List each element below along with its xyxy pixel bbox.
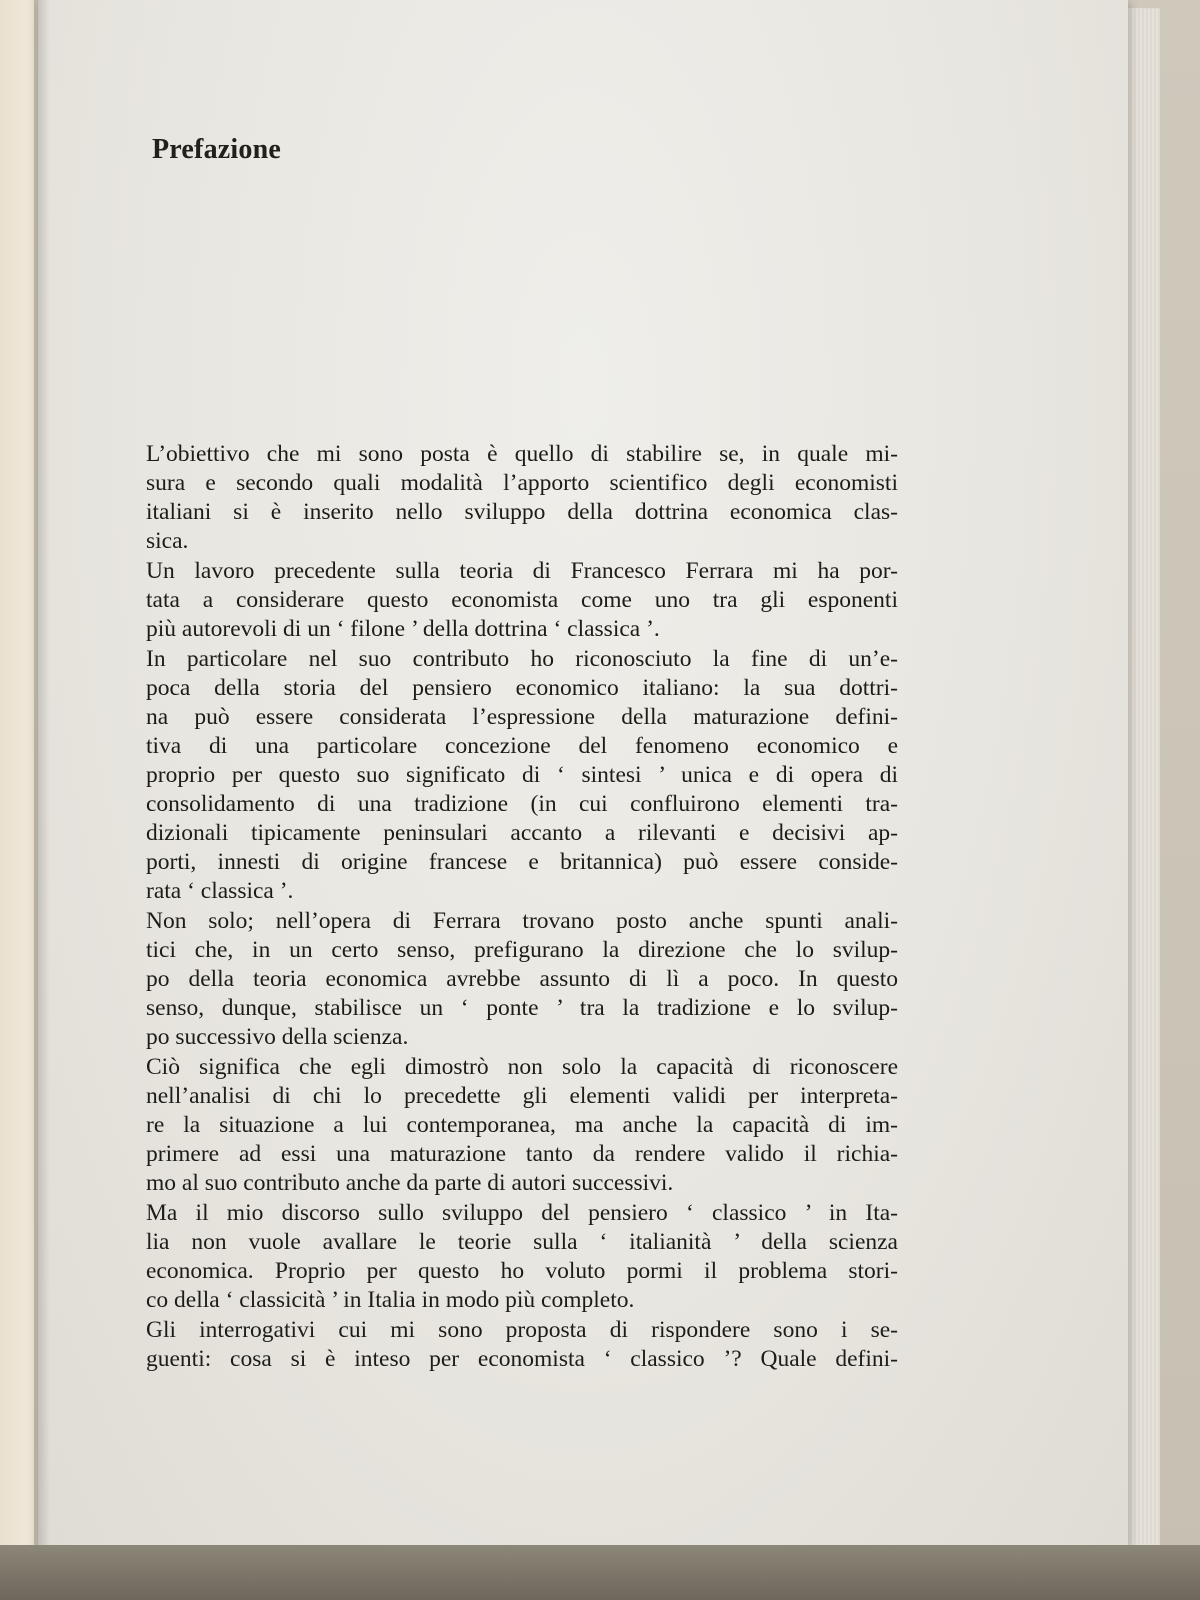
text-line: tici che, in un certo senso, prefigurano la direzione che lo svilup-: [146, 937, 898, 963]
text-line: nell’analisi di chi lo precedette gli elementi validi per interpreta-: [146, 1083, 898, 1109]
paragraph: [146, 440, 898, 556]
text-line: Gli interrogativi cui mi sono proposta di rispondere sono i se-: [146, 1317, 898, 1343]
text-line: poca della storia del pensiero economico italiano: la sua dottri-: [146, 675, 898, 701]
text-line: tiva di una particolare concezione del fenomeno economico e: [146, 733, 898, 759]
text-line: In particolare nel suo contributo ho riconosciuto la fine di un’e-: [146, 646, 898, 672]
text-line: sura e secondo quali modalità l’apporto scientifico degli economisti: [146, 470, 898, 496]
text-line: senso, dunque, stabilisce un ‘ ponte ’ tra la tradizione e lo svilup-: [146, 995, 898, 1021]
paragraph: [146, 557, 898, 644]
text-line: Non solo; nell’opera di Ferrara trovano posto anche spunti anali-: [146, 908, 898, 934]
text-line: rata ‘ classica ’.: [146, 878, 294, 904]
body-text: [146, 440, 898, 1375]
text-line: Un lavoro precedente sulla teoria di Francesco Ferrara mi ha por-: [146, 558, 898, 584]
text-line: na può essere considerata l’espressione della maturazione defini-: [146, 704, 898, 730]
text-line: più autorevoli di un ‘ filone ’ della dottrina ‘ classica ’.: [146, 616, 660, 642]
text-line: tata a considerare questo economista come uno tra gli esponenti: [146, 587, 898, 613]
text-line: primere ad essi una maturazione tanto da rendere valido il richia-: [146, 1141, 898, 1167]
paragraph: [146, 1053, 898, 1198]
text-line: L’obiettivo che mi sono posta è quello di stabilire se, in quale mi-: [146, 441, 898, 467]
table-surface: [0, 1545, 1200, 1600]
gutter-shadow: [34, 0, 50, 1600]
paragraph: [146, 1316, 898, 1374]
text-line: porti, innesti di origine francese e britannica) può essere conside-: [146, 849, 898, 875]
text-line: co della ‘ classicità ’ in Italia in modo più completo.: [146, 1287, 635, 1313]
text-line: dizionali tipicamente peninsulari accanto a rilevanti e decisivi ap-: [146, 820, 898, 846]
text-line: lia non vuole avallare le teorie sulla ‘ italianità ’ della scienza: [146, 1229, 898, 1255]
text-line: guenti: cosa si è inteso per economista ‘ classico ’? Quale defini-: [146, 1346, 898, 1372]
paragraph: [146, 907, 898, 1052]
text-line: proprio per questo suo significato di ‘ sintesi ’ unica e di opera di: [146, 762, 898, 788]
text-line: consolidamento di una tradizione (in cui confluirono elementi tra-: [146, 791, 898, 817]
text-line: economica. Proprio per questo ho voluto pormi il problema stori-: [146, 1258, 898, 1284]
text-line: Ma il mio discorso sullo sviluppo del pensiero ‘ classico ’ in Ita-: [146, 1200, 898, 1226]
text-line: Ciò significa che egli dimostrò non solo la capacità di riconoscere: [146, 1054, 898, 1080]
text-line: sica.: [146, 528, 189, 554]
text-line: re la situazione a lui contemporanea, ma anche la capacità di im-: [146, 1112, 898, 1138]
text-line: po successivo della scienza.: [146, 1024, 409, 1050]
text-line: italiani si è inserito nello sviluppo della dottrina economica clas-: [146, 499, 898, 525]
text-line: po della teoria economica avrebbe assunto di lì a poco. In questo: [146, 966, 898, 992]
paragraph: [146, 1199, 898, 1315]
page-title: Prefazione: [152, 134, 281, 165]
paragraph: [146, 645, 898, 906]
text-line: mo al suo contributo anche da parte di autori successivi.: [146, 1170, 674, 1196]
